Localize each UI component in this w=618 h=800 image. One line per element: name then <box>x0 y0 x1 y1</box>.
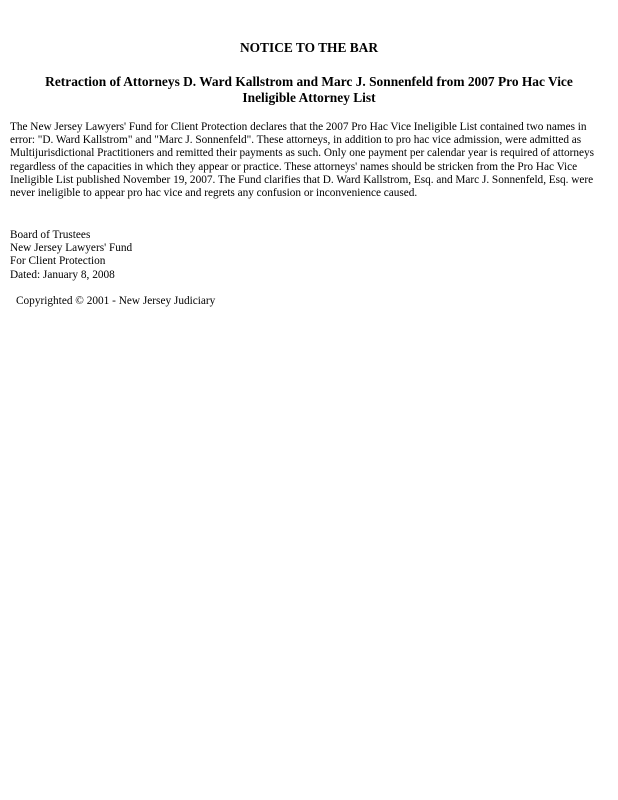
signature-line-date: Dated: January 8, 2008 <box>10 268 115 281</box>
notice-subtitle: Retraction of Attorneys D. Ward Kallstrom and Marc J. Sonnenfeld from 2007 Pro Hac Vice Ineligible Attorney List <box>45 74 573 105</box>
signature-line-protection: For Client Protection <box>10 255 106 268</box>
page-title: NOTICE TO THE BAR <box>239 40 379 55</box>
signature-line-board: Board of Trustees <box>10 229 91 241</box>
signature-line-fund: New Jersey Lawyers' Fund <box>10 242 133 255</box>
signature-block <box>10 229 410 282</box>
copyright-notice: Copyrighted © 2001 - New Jersey Judiciary <box>16 295 216 307</box>
notice-body-paragraph: The New Jersey Lawyers' Fund for Client Protection declares that the 2007 Pro Hac Vice Ineligible List contained two names in error: "D. Ward Kallstrom" and "Marc J. Sonnenfeld". These attorneys, in addition to pro hac vice admission, were admitted as Multijurisdictional Practitioners and remitted their payments as such. Only one payment per calendar year is required of attorneys regardless of the capacities in which they appear or practice. These attorneys' names should be stricken from the Pro Hac Vice Ineligible List published November 19, 2007. The Fund clarifies that D. Ward Kallstrom, Esq. and Marc J. Sonnenfeld, Esq. were never ineligible to appear pro hac vice and regrets any confusion or inconvenience caused. <box>10 121 595 200</box>
